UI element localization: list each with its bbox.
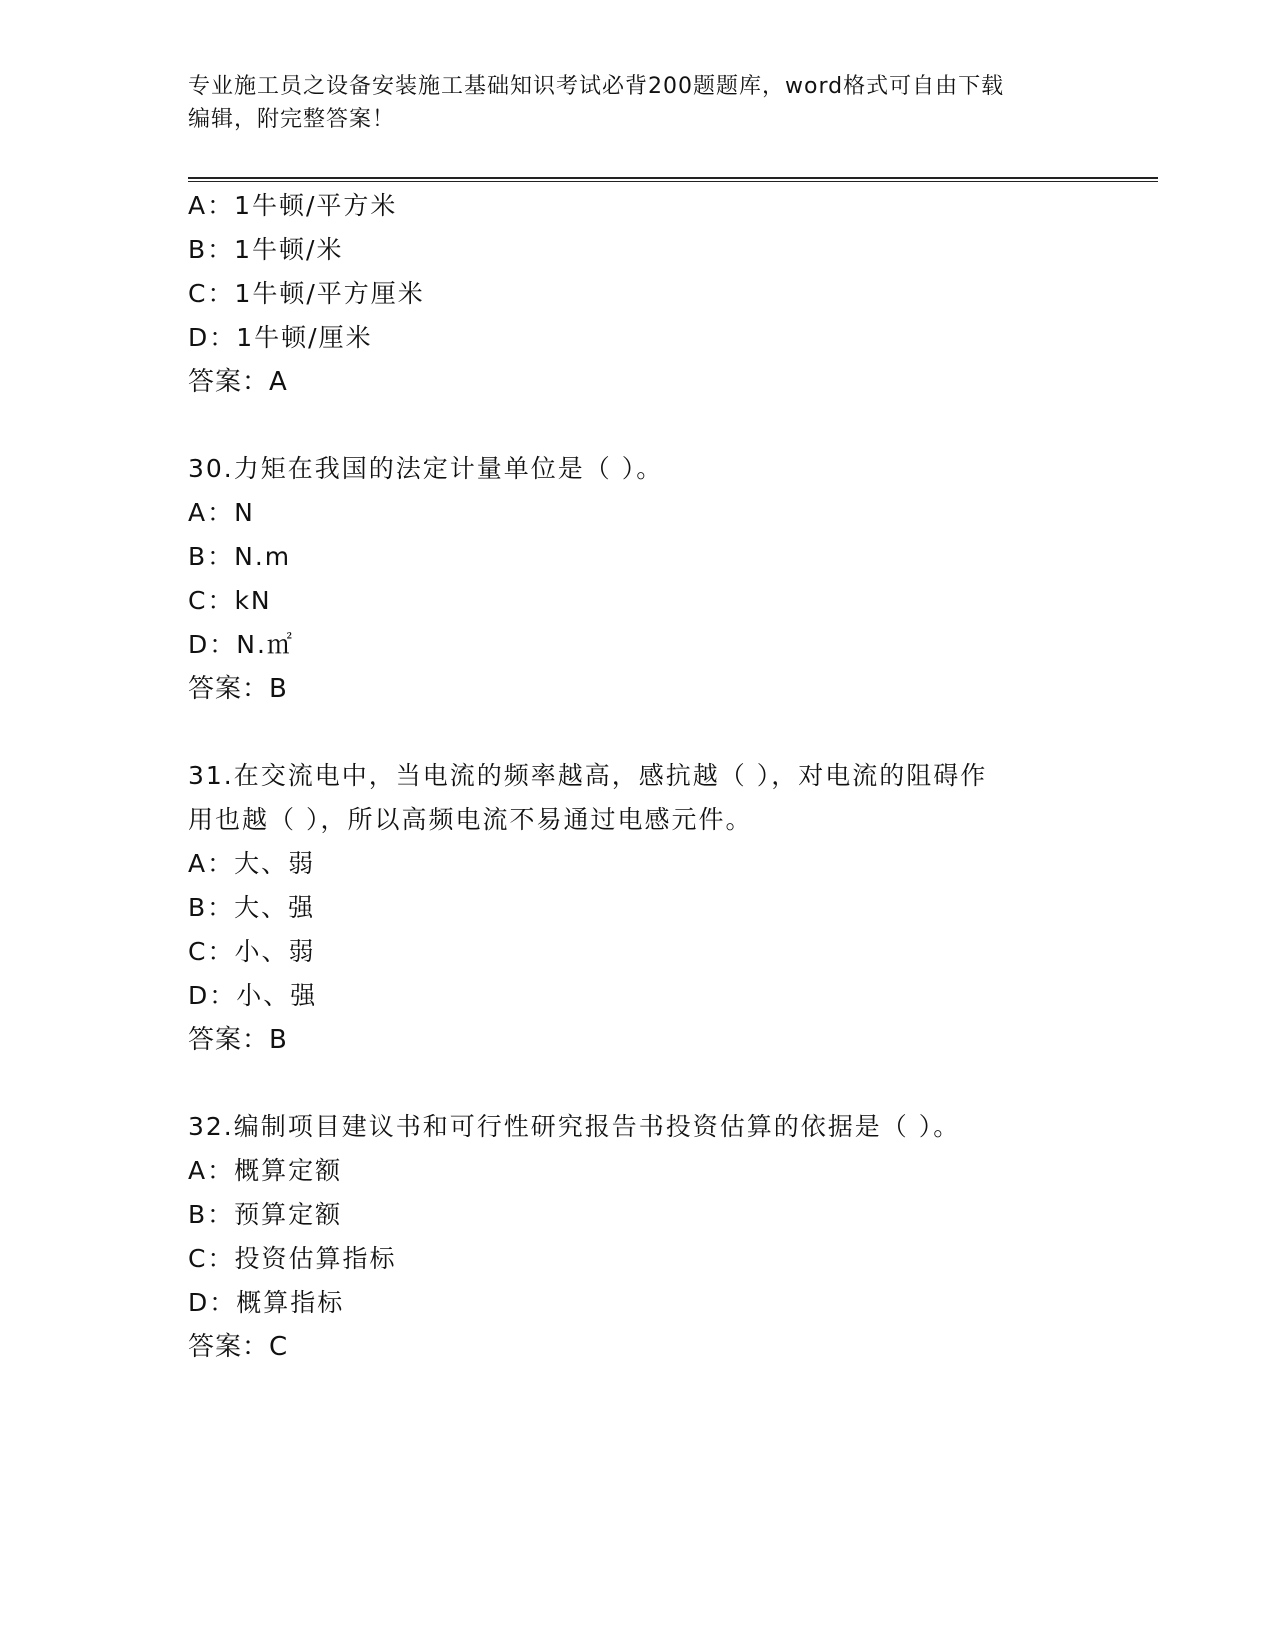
q29-option-a: A：1牛顿/平方米 <box>188 191 398 220</box>
document-header <box>188 70 1088 136</box>
q31-option-d: D：小、强 <box>188 981 318 1010</box>
q30-option-c: C：kN <box>188 586 272 615</box>
q31-option-c: C：小、弱 <box>188 937 316 966</box>
q30-option-d: D：N.㎡ <box>188 630 294 659</box>
q32-option-c: C：投资估算指标 <box>188 1244 397 1273</box>
q30-option-b: B：N.m <box>188 542 292 571</box>
header-rule-thin <box>188 181 1158 182</box>
q31-option-b: B：大、强 <box>188 893 316 922</box>
q30-stem: 30.力矩在我国的法定计量单位是（ ）。 <box>188 454 664 483</box>
q31-answer: 答案：B <box>188 1025 288 1055</box>
q29-option-c: C：1牛顿/平方厘米 <box>188 279 425 308</box>
q31-stem-line-1: 31.在交流电中，当电流的频率越高，感抗越（ ），对电流的阻碍作 <box>188 761 988 790</box>
q31-option-a: A：大、弱 <box>188 849 316 878</box>
q30-answer: 答案：B <box>188 674 288 704</box>
header-line-1: 专业施工员之设备安装施工基础知识考试必背200题题库，word格式可自由下载 <box>188 74 1005 99</box>
q32-option-a: A：概算定额 <box>188 1156 343 1185</box>
q30-option-a: A：N <box>188 498 255 527</box>
q32-answer: 答案：C <box>188 1332 289 1362</box>
q31-stem-line-2: 用也越（ ），所以高频电流不易通过电感元件。 <box>188 805 753 834</box>
q32-option-b: B：预算定额 <box>188 1200 343 1229</box>
q29-option-d: D：1牛顿/厘米 <box>188 323 373 352</box>
q32-stem: 32.编制项目建议书和可行性研究报告书投资估算的依据是（ ）。 <box>188 1112 961 1141</box>
header-rule-thick <box>188 177 1158 179</box>
q29-answer: 答案：A <box>188 367 288 397</box>
q32-option-d: D：概算指标 <box>188 1288 345 1317</box>
header-line-2: 编辑，附完整答案！ <box>188 107 396 132</box>
q29-option-b: B：1牛顿/米 <box>188 235 344 264</box>
